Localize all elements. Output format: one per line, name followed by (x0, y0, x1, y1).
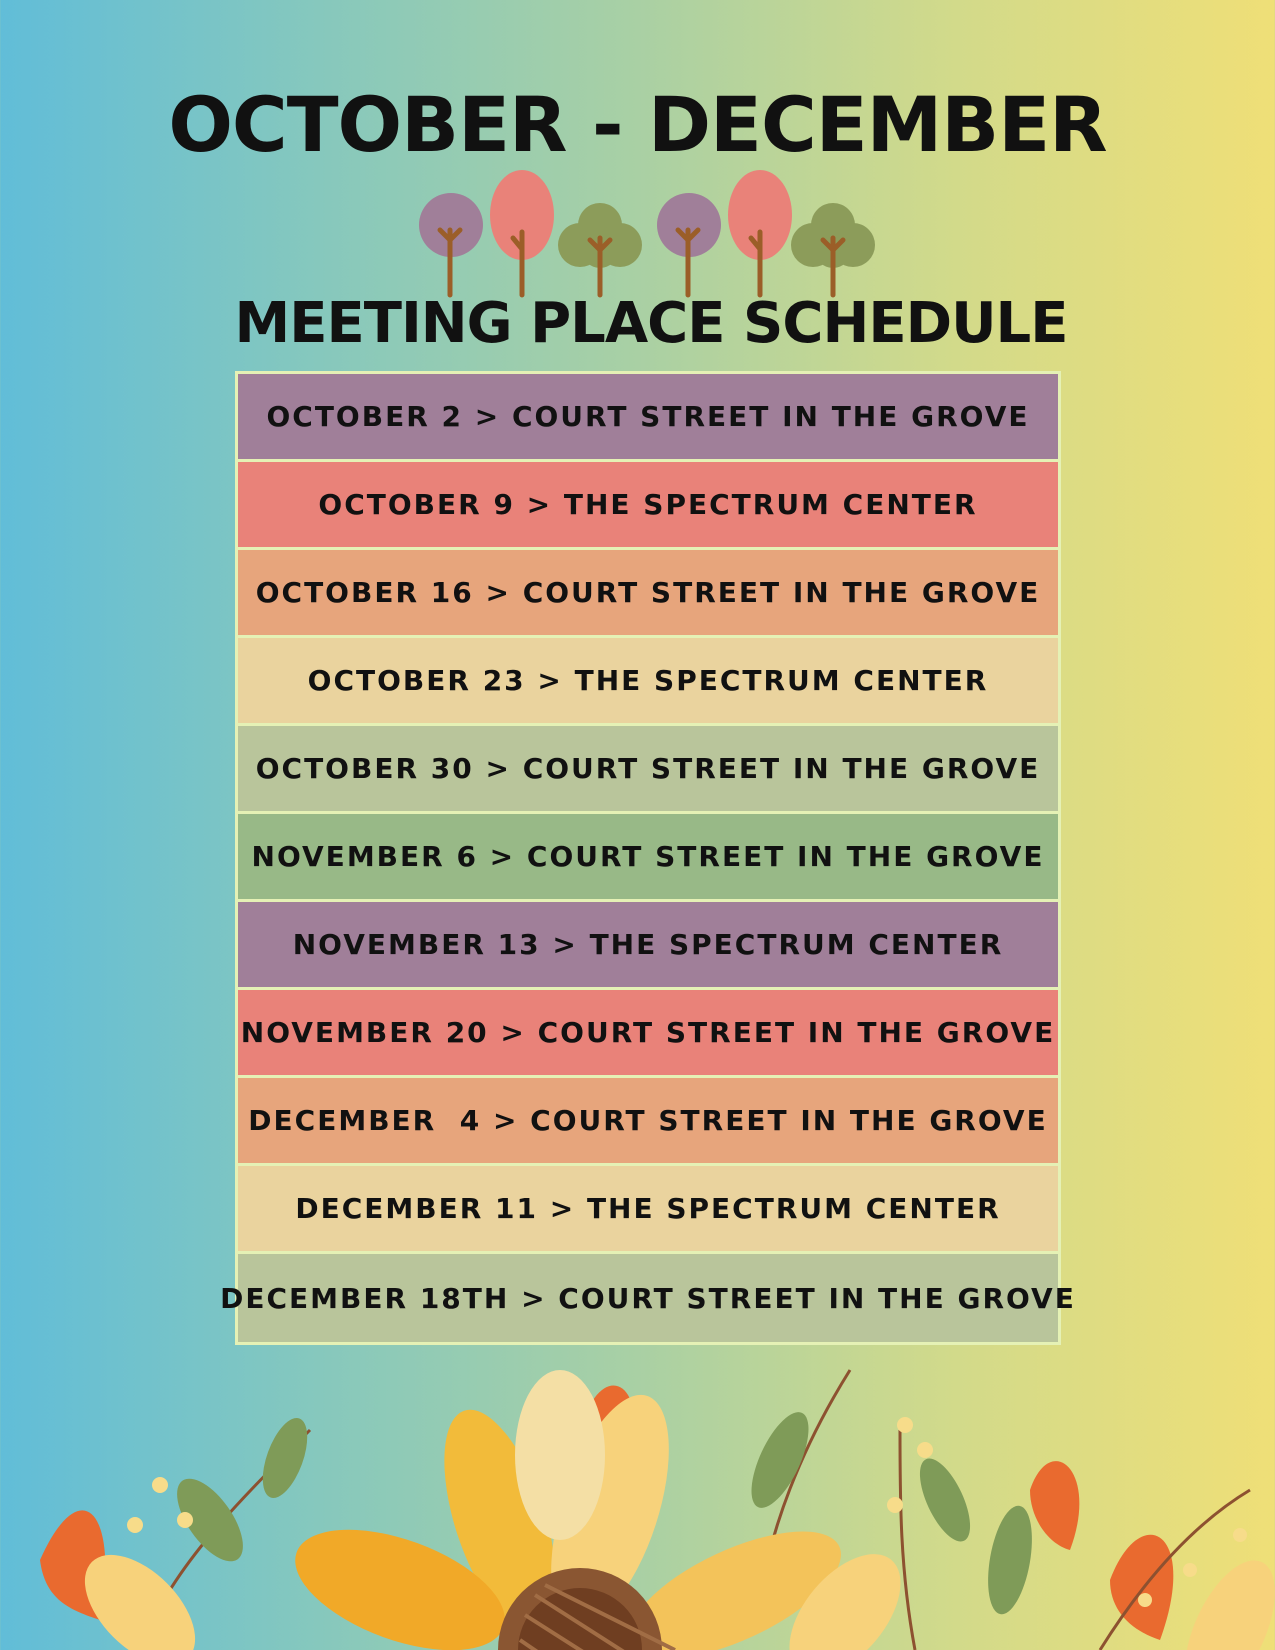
schedule-heading: MEETING PLACE SCHEDULE (234, 291, 1068, 356)
schedule-row: DECEMBER 4 > COURT STREET IN THE GROVE (238, 1078, 1058, 1166)
schedule-row: OCTOBER 2 > COURT STREET IN THE GROVE (238, 374, 1058, 462)
schedule-row: DECEMBER 18TH > COURT STREET IN THE GROVE (238, 1254, 1058, 1342)
round-tree-icon (419, 193, 483, 295)
schedule-row: NOVEMBER 20 > COURT STREET IN THE GROVE (238, 990, 1058, 1078)
trees-illustration (410, 170, 890, 300)
schedule-row: OCTOBER 16 > COURT STREET IN THE GROVE (238, 550, 1058, 638)
schedule-table (220, 371, 1076, 1345)
autumn-flowers-illustration (0, 1350, 1275, 1650)
bushy-tree-icon (558, 203, 642, 295)
schedule-row: NOVEMBER 13 > THE SPECTRUM CENTER (238, 902, 1058, 990)
bushy-tree-icon (791, 203, 875, 295)
sunflower-icon (280, 1370, 859, 1650)
schedule-row: OCTOBER 30 > COURT STREET IN THE GROVE (238, 726, 1058, 814)
schedule-row: OCTOBER 23 > THE SPECTRUM CENTER (238, 638, 1058, 726)
schedule-row: NOVEMBER 6 > COURT STREET IN THE GROVE (238, 814, 1058, 902)
round-tree-icon (657, 193, 721, 295)
tall-tree-icon (490, 170, 554, 295)
page-title: OCTOBER - DECEMBER (168, 80, 1107, 169)
schedule-row: DECEMBER 11 > THE SPECTRUM CENTER (238, 1166, 1058, 1254)
schedule-row: OCTOBER 9 > THE SPECTRUM CENTER (238, 462, 1058, 550)
tall-tree-icon (728, 170, 792, 295)
